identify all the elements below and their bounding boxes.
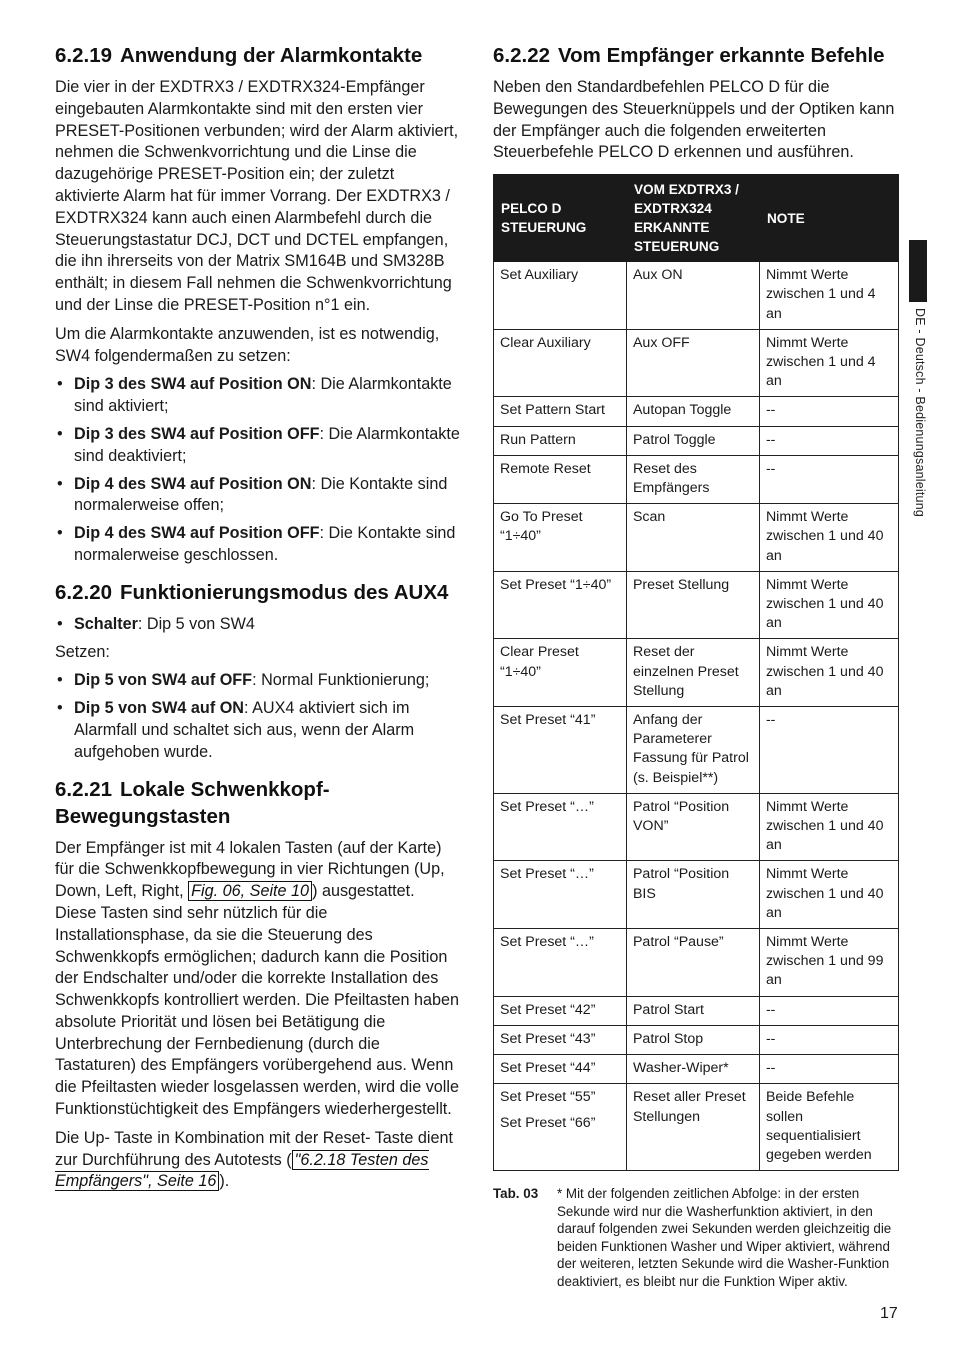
column-header: PELCO D STEUERUNG xyxy=(494,175,627,262)
table-row xyxy=(494,1055,899,1084)
table-row xyxy=(494,1084,899,1171)
table-cell: Clear Auxiliary xyxy=(494,329,627,397)
table-cell: -- xyxy=(759,1025,898,1054)
table-cell: -- xyxy=(759,397,898,426)
table-cell: Set Preset “41” xyxy=(494,707,627,794)
table-row xyxy=(494,861,899,929)
list-item: • Dip 3 des SW4 auf Position OFF: Die Alarmkontakte sind deaktiviert; xyxy=(55,424,460,468)
bullet-list xyxy=(55,374,460,566)
list-item: • Dip 4 des SW4 auf Position ON: Die Kontakte sind normalerweise offen; xyxy=(55,474,460,518)
table-cell: Preset Stellung xyxy=(626,571,759,639)
left-column xyxy=(55,42,460,1205)
table-row xyxy=(494,329,899,397)
table-row xyxy=(494,929,899,997)
table-cell: -- xyxy=(759,426,898,455)
table-cell: Patrol Stop xyxy=(626,1025,759,1054)
table-cell: Reset aller Preset Stellungen xyxy=(626,1084,759,1171)
table-cell: Aux ON xyxy=(626,262,759,330)
list-item: • Schalter: Dip 5 von SW4 xyxy=(55,614,460,636)
table-header-row xyxy=(494,175,899,262)
table-cell: Go To Preset “1÷40” xyxy=(494,504,627,572)
table-row xyxy=(494,996,899,1025)
table-row xyxy=(494,793,899,861)
table-row xyxy=(494,571,899,639)
table-footnote xyxy=(493,1185,899,1291)
section-heading: 6.2.20 Funktionierungsmodus des AUX4 xyxy=(55,580,449,604)
table-cell: Set Preset “42” xyxy=(494,996,627,1025)
table-cell: Set Preset “…” xyxy=(494,793,627,861)
sidebar-language-label: DE - Deutsch - Bedienungsanleitung xyxy=(913,308,927,518)
paragraph: Setzen: xyxy=(55,642,110,661)
table-cell: Clear Preset “1÷40” xyxy=(494,639,627,707)
footnote-text: * Mit der folgenden zeitlichen Abfolge: in der ersten Sekunde wird nur die Washerfunktion aktiviert, in den darauf folgenden zwei Sekunden werden gleichzeitig die beiden Funktionen Washer und Wiper aktiviert, während der weiteren, letzten Sekunde wird die Washer-Funktion deaktiviert, es bleibt nur die Funktion Wiper aktiv. xyxy=(557,1186,892,1290)
sidebar-marker xyxy=(909,240,927,302)
section-heading: 6.2.22 Vom Empfänger erkannte Befehle xyxy=(493,44,885,67)
table-cell: Set Preset “…” xyxy=(494,861,627,929)
table-cell: Scan xyxy=(626,504,759,572)
table-cell: Nimmt Werte zwischen 1 und 4 an xyxy=(759,329,898,397)
right-column xyxy=(493,42,899,1291)
list-item: • Dip 4 des SW4 auf Position OFF: Die Kontakte sind normalerweise geschlossen. xyxy=(55,523,460,567)
table-cell: Washer-Wiper* xyxy=(626,1055,759,1084)
list-item: • Dip 5 von SW4 auf ON: AUX4 aktiviert sich im Alarmfall und schaltet sich aus, wenn der Alarm aufgehoben wurde. xyxy=(55,698,460,763)
section-heading: 6.2.19 Anwendung der Alarmkontakte xyxy=(55,44,423,67)
table-cell: Autopan Toggle xyxy=(626,397,759,426)
commands-table xyxy=(493,174,899,1171)
table-cell: Patrol Toggle xyxy=(626,426,759,455)
table-cell: Nimmt Werte zwischen 1 und 40 an xyxy=(759,639,898,707)
table-cell: Patrol “Pause” xyxy=(626,929,759,997)
table-cell: Nimmt Werte zwischen 1 und 40 an xyxy=(759,793,898,861)
paragraph: Der Empfänger ist mit 4 lokalen Tasten (auf der Karte) für die Schwenkkopfbewegung in vier Richtungen (Up, Down, Left, Right, Fig. 06, Seite 10 ) ausgestattet. Diese Tasten sind sehr nützlich für die Installationsphase, da sie die Steuerung des Schwenkkopfs ermöglichen; dadurch kann die Position der Endschalter und/oder die korrekte Installation des Schwenkkopfs kontrolliert werden. Die Pfeiltasten haben absolute Priorität und lösen bei Betätigung die Unterbrechung der Fernbedienung (durch die Tastaturen) des Empfängers vorübergehend aus. Wenn die Pfeiltasten wieder losgelassen werden, wird die volle Funktionstüchtigkeit des Empfängers wiederhergestellt. xyxy=(55,838,460,1119)
section-6-2-21 xyxy=(55,776,460,1194)
paragraph: Die vier in der EXDTRX3 / EXDTRX324-Empfänger eingebauten Alarmkontakte sind mit den ersten vier PRESET-Positionen verbunden; wird der Alarm aktiviert, nehmen die Schwenkvorrichtung und die Linse die dazugehörige PRESET-Position ein; der zuletzt aktivierte Alarm hat für immer Vorrang. Der EXDTRX3 / EXDTRX324 kann auch einen Alarmbefehl durch die Steuerungstastatur DCJ, DCT und DCTEL empfangen, die ihn ihrerseits von der Matrix SM164B und SM328B enthält; in diesem Fall nehmen die Schwenkvorrichtung und der Linse die PRESET-Position n°1 ein. xyxy=(55,78,459,314)
table-cell: Beide Befehle sollen sequentialisiert gegeben werden xyxy=(759,1084,898,1171)
table-row xyxy=(494,455,899,503)
paragraph: Um die Alarmkontakte anzuwenden, ist es notwendig, SW4 folgendermaßen zu setzen: xyxy=(55,324,440,365)
table-cell: -- xyxy=(759,1055,898,1084)
table-cell: Set Auxiliary xyxy=(494,262,627,330)
table-cell: Set Preset “…” xyxy=(494,929,627,997)
table-cell: Patrol Start xyxy=(626,996,759,1025)
section-link[interactable]: "6.2.18 Testen des Empfängers", Seite 16 xyxy=(55,1150,429,1191)
table-cell: Patrol “Position VON” xyxy=(626,793,759,861)
table-cell: Anfang der Parameterer Fassung für Patrol (s. Beispiel**) xyxy=(626,707,759,794)
table-row xyxy=(494,707,899,794)
table-cell: Set Pattern Start xyxy=(494,397,627,426)
table-cell: Set Preset “55” Set Preset “66” xyxy=(494,1084,627,1171)
bullet-list xyxy=(55,614,460,636)
column-header: VOM EXDTRX3 / EXDTRX324 ERKANNTE STEUERUNG xyxy=(626,175,759,262)
figure-link[interactable]: Fig. 06, Seite 10 xyxy=(188,881,312,901)
table-cell: Remote Reset xyxy=(494,455,627,503)
table-cell: Nimmt Werte zwischen 1 und 99 an xyxy=(759,929,898,997)
table-cell: -- xyxy=(759,707,898,794)
table-cell: Reset der einzelnen Preset Stellung xyxy=(626,639,759,707)
table-row xyxy=(494,426,899,455)
list-item: • Dip 5 von SW4 auf OFF: Normal Funktionierung; xyxy=(55,670,460,692)
section-6-2-19 xyxy=(55,42,460,567)
table-cell: Reset des Empfängers xyxy=(626,455,759,503)
table-cell: Run Pattern xyxy=(494,426,627,455)
table-cell: Aux OFF xyxy=(626,329,759,397)
page-number: 17 xyxy=(880,1305,898,1322)
table-cell: Set Preset “44” xyxy=(494,1055,627,1084)
table-label: Tab. 03 xyxy=(493,1186,539,1202)
paragraph: Neben den Standardbefehlen PELCO D für die Bewegungen des Steuerknüppels und der Optiken kann der Empfänger auch die folgenden erweiterten Steuerbefehle PELCO D erkennen und ausführen. xyxy=(493,78,895,162)
table-cell: -- xyxy=(759,455,898,503)
bullet-list xyxy=(55,670,460,763)
table-cell: -- xyxy=(759,996,898,1025)
table-cell: Nimmt Werte zwischen 1 und 40 an xyxy=(759,504,898,572)
column-header: NOTE xyxy=(759,175,898,262)
table-row xyxy=(494,262,899,330)
paragraph: Die Up- Taste in Kombination mit der Reset- Taste dient zur Durchführung des Autotests ( "6.2.18 Testen des Empfängers", Seite 16 ). xyxy=(55,1128,453,1191)
table-row xyxy=(494,639,899,707)
table-row xyxy=(494,397,899,426)
table-cell: Set Preset “1÷40” xyxy=(494,571,627,639)
table-cell: Patrol “Position BIS xyxy=(626,861,759,929)
table-cell: Set Preset “43” xyxy=(494,1025,627,1054)
table-row xyxy=(494,1025,899,1054)
section-heading: 6.2.21 Lokale Schwenkkopf-Bewegungstasten xyxy=(55,777,330,828)
table-row xyxy=(494,504,899,572)
section-6-2-20 xyxy=(55,579,460,764)
table-cell: Nimmt Werte zwischen 1 und 40 an xyxy=(759,861,898,929)
table-cell: Nimmt Werte zwischen 1 und 40 an xyxy=(759,571,898,639)
list-item: • Dip 3 des SW4 auf Position ON: Die Alarmkontakte sind aktiviert; xyxy=(55,374,460,418)
table-cell: Nimmt Werte zwischen 1 und 4 an xyxy=(759,262,898,330)
